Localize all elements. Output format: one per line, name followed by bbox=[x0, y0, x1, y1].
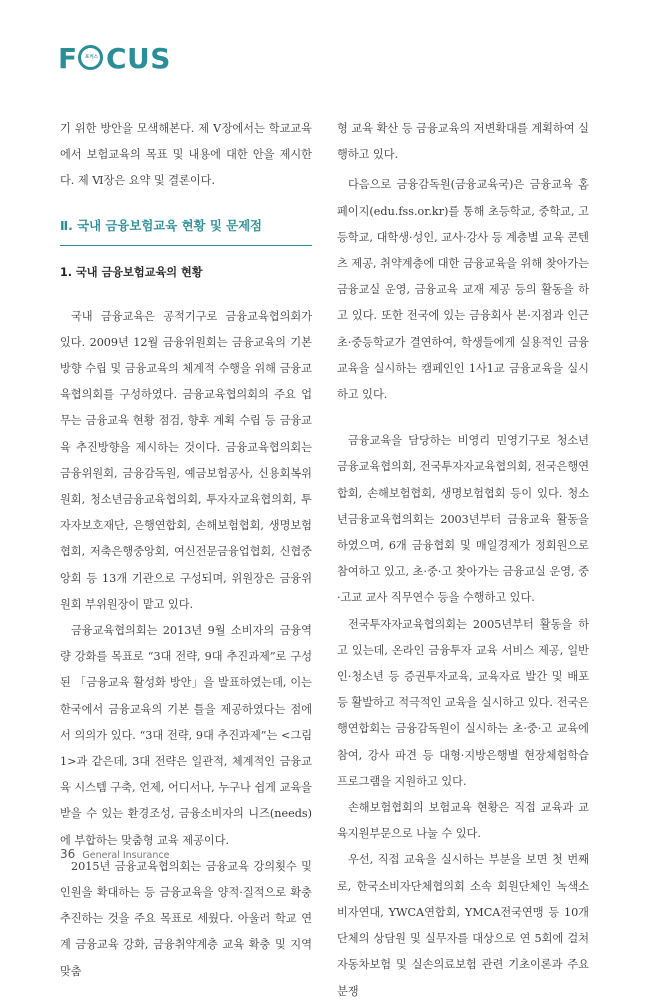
subsection-title: 1. 국내 금융보험교육의 현황 bbox=[60, 265, 203, 279]
right-paragraph-5: 손해보험협회의 보험교육 현황은 직접 교육과 교육지원부문으로 나눌 수 있다. bbox=[337, 801, 589, 841]
section-title: Ⅱ. 국내 금융보험교육 현황 및 문제점 bbox=[60, 217, 263, 233]
page-number: 36 bbox=[60, 847, 76, 861]
logo-letters-cus: CUS bbox=[106, 42, 171, 75]
right-paragraph-3: 금융교육을 담당하는 비영리 민영기구로 청소년금융교육협의회, 전국투자자교육협의회, 전국은행연합회, 손해보험협회, 생명보험협회 등이 있다. 청소년금융교육협의회는 2003년부터 금융교육 활동을 하였으며, 6개 금융협회 및 매일경제가 정회원으로 참여하고 있고, 초·중·고 찾아가는 금융교실 운영, 중·고교 교사 직무연수 등을 수행하고 있다. bbox=[337, 434, 589, 605]
right-paragraph-1: 형 교육 확산 등 금융교육의 저변확대를 계획하여 실행하고 있다. bbox=[337, 122, 589, 162]
logo-letter-f: F bbox=[58, 42, 78, 75]
page-footer bbox=[60, 843, 169, 862]
right-column bbox=[337, 116, 589, 1005]
publication-name: General Insurance bbox=[82, 850, 170, 861]
logo-circle-text: 포커스 bbox=[84, 55, 99, 60]
left-paragraph-1: 기 위한 방안을 모색해본다. 제 Ⅴ장에서는 학교교육에서 보험교육의 목표 및 내용에 대한 안을 제시한다. 제 Ⅵ장은 요약 및 결론이다. bbox=[60, 122, 312, 188]
section-divider bbox=[60, 245, 312, 246]
right-paragraph-4: 전국투자자교육협의회는 2005년부터 활동을 하고 있는데, 온라인 금융투자 교육 서비스 제공, 일반인·청소년 등 증권투자교육, 교육자료 발간 및 배포 등 활발하고 적극적인 교육을 실시하고 있다. 전국은행연합회는 금융감독원이 실시하는 초·중·고 교육에 참여, 강사 파견 등 대형·지방은행별 현장체험학습 프로그램을 지원하고 있다. bbox=[337, 617, 589, 788]
focus-logo bbox=[58, 40, 178, 80]
right-paragraph-2: 다음으로 금융감독원(금융교육국)은 금융교육 홈페이지(edu.fss.or.kr)를 통해 초등학교, 중학교, 고등학교, 대학생·성인, 교사·강사 등 계층별 교육 콘텐츠 제공, 취약계층에 대한 금융교육을 위해 찾아가는 금융교실 운영, 금융교육 교재 제공 등의 활동을 하고 있다. 또한 전국에 있는 금융회사 본·지점과 인근 초·중등학교가 결연하여, 학생들에게 실용적인 금융교육을 실시하는 캠페인인 1사1교 금융교육을 실시하고 있다. bbox=[337, 178, 589, 402]
left-paragraph-4: 2015년 금융교육협의회는 금융교육 강의횟수 및 인원을 확대하는 등 금융교육을 양적·질적으로 확충 추진하는 것을 주요 목표로 세웠다. 아울러 학교 연계 금융교육 강화, 금융취약계층 교육 확충 및 지역 맞춤 bbox=[60, 859, 312, 978]
left-paragraph-3: 금융교육협의회는 2013년 9월 소비자의 금융역량 강화를 목표로 “3대 전략, 9대 추진과제”로 구성된 「금융교육 활성화 방안」을 발표하였는데, 이는 한국에서 금융교육의 기본 틀을 제공하였다는 점에서 의의가 있다. “3대 전략, 9대 추진과제”는 <그림 1>과 같은데, 3대 전략은 일관적, 체계적인 금융교육 시스템 구축, 언제, 어디서나, 누구나 쉽게 교육을 받을 수 있는 환경조성, 금융소비자의 니즈(needs)에 부합하는 맞춤형 교육 제공이다. bbox=[60, 624, 312, 847]
logo-circle-o bbox=[78, 45, 103, 70]
left-paragraph-2: 국내 금융교육은 공적기구로 금융교육협의회가 있다. 2009년 12월 금융위원회는 금융교육의 기본방향 수립 및 금융교육의 체계적 수행을 위해 금융교육협의회를 구성하였다. 금융교육협의회의 주요 업무는 금융교육 현황 점검, 향후 계획 수립 등 금융교육 추진방향을 제시하는 것이다. 금융교육협의회는 금융위원회, 금융감독원, 예금보험공사, 신용회복위원회, 청소년금융교육협의회, 투자자교육협의회, 투자자보호재단, 은행연합회, 손해보험협회, 생명보험협회, 저축은행중앙회, 여신전문금융업협회, 신협중앙회 등 13개 기관으로 구성되며, 위원장은 금융위원회 부위원장이 맡고 있다. bbox=[60, 309, 312, 611]
right-paragraph-6: 우선, 직접 교육을 실시하는 부분을 보면 첫 번째로, 한국소비자단체협의회 소속 회원단체인 녹색소비자연대, YWCA연합회, YMCA전국연맹 등 10개 단체의 상담원 및 실무자를 대상으로 연 5회에 걸쳐 자동차보험 및 실손의료보험 관련 기초이론과 주요 분쟁 bbox=[337, 853, 589, 998]
